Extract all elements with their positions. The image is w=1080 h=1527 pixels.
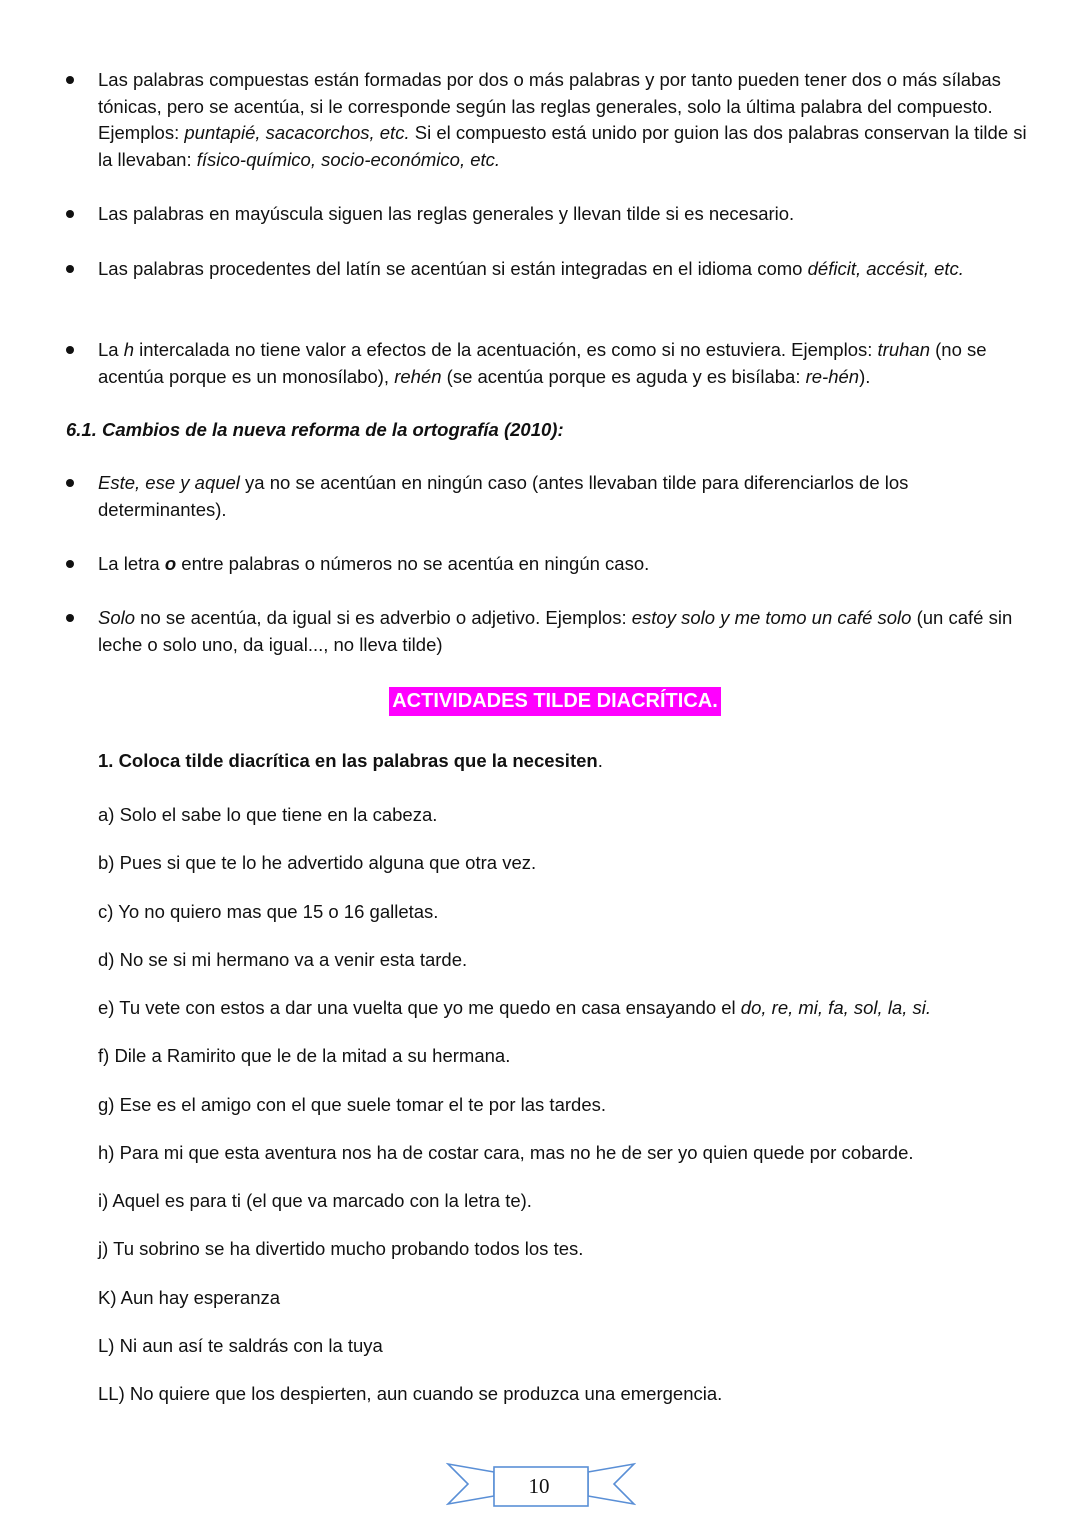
ribbon-left-tail	[448, 1464, 494, 1504]
bullet-demonstratives	[98, 470, 1028, 523]
activities-banner: ACTIVIDADES TILDE DIACRÍTICA.	[389, 687, 721, 716]
text-run: Este, ese y aquel	[98, 472, 240, 493]
exercise-j	[98, 1236, 583, 1262]
text-run: L) Ni aun así te saldrás con la tuya	[98, 1335, 383, 1356]
text-run: K) Aun hay esperanza	[98, 1287, 281, 1308]
text-run: Las palabras en mayúscula siguen las reglas generales y llevan tilde si es necesario.	[98, 203, 795, 224]
text-run: intercalada no tiene valor a efectos de la acentuación, es como si no estuviera. Ejemplos:	[134, 339, 878, 360]
text-run: d) No se si mi hermano va a venir esta tarde.	[98, 949, 468, 970]
exercise-a	[98, 802, 437, 828]
text-run: LL) No quiere que los despierten, aun cuando se produzca una emergencia.	[98, 1383, 723, 1404]
text-run: g) Ese es el amigo con el que suele tomar el te por las tardes.	[98, 1094, 606, 1115]
text-run: no se acentúa, da igual si es adverbio o adjetivo. Ejemplos:	[135, 607, 632, 628]
text-run: h	[123, 339, 135, 360]
exercise-f	[98, 1043, 510, 1069]
text-run: (un café sin leche o solo uno, da igual..., no lleva tilde)	[98, 607, 1013, 655]
text-run: déficit, accésit, etc.	[807, 258, 964, 279]
task-instruction-period: .	[597, 750, 603, 771]
bullet-solo	[98, 605, 1028, 658]
bullet-intercalated-h	[98, 337, 1028, 390]
bullet-uppercase-words	[98, 201, 1028, 228]
exercise-h	[98, 1140, 914, 1166]
text-run: Si el compuesto está unido por guion las dos palabras conservan la tilde si la llevaban:	[98, 122, 1027, 170]
task-instruction-text: 1. Coloca tilde diacrítica en las palabras que la necesiten	[98, 750, 598, 771]
text-run: c) Yo no quiero mas que 15 o 16 galletas.	[98, 901, 439, 922]
text-run: b) Pues si que te lo he advertido alguna que otra vez.	[98, 852, 537, 873]
text-run: re-hén	[805, 365, 860, 387]
text-run: La letra	[98, 553, 165, 574]
exercise-k	[98, 1285, 280, 1311]
exercise-e	[98, 995, 931, 1021]
page-number: 10	[528, 1474, 550, 1498]
bullet-compound-words	[98, 67, 1028, 173]
exercise-c	[98, 899, 438, 925]
text-run: La	[98, 339, 124, 360]
activities-banner-wrap	[0, 687, 1080, 716]
text-run: do, re, mi, fa, sol, la, si.	[740, 997, 931, 1018]
exercise-ll	[98, 1381, 722, 1407]
text-run: h) Para mi que esta aventura nos ha de costar cara, mas no he de ser yo quien quede por cobarde.	[98, 1142, 914, 1163]
text-run: ya no se acentúan en ningún caso (antes llevaban tilde para diferenciarlos de los determinantes).	[98, 472, 909, 520]
text-run: Las palabras compuestas están formadas por dos o más palabras y por tanto pueden tener dos o más sílabas tónicas, pero se acentúa, si le corresponde según las reglas generales, solo la última palabra del compuesto. Ejemplos:	[98, 69, 1001, 143]
text-run: estoy solo y me tomo un café solo	[631, 607, 912, 628]
text-run: (no se acentúa porque es un monosílabo),	[98, 339, 987, 387]
text-run: o	[164, 553, 177, 574]
bullet-latin-words	[98, 256, 1028, 283]
text-run: rehén	[394, 365, 442, 387]
text-run: Solo	[98, 607, 136, 628]
exercise-b	[98, 850, 536, 876]
exercise-g	[98, 1092, 606, 1118]
text-run: i) Aquel es para ti (el que va marcado con la letra te).	[98, 1190, 532, 1211]
text-run: f) Dile a Ramirito que le de la mitad a su hermana.	[98, 1045, 511, 1066]
text-run: entre palabras o números no se acentúa en ningún caso.	[176, 553, 650, 574]
text-run: puntapié, sacacorchos, etc.	[184, 122, 410, 143]
text-run: físico-químico, socio-económico, etc.	[196, 148, 501, 170]
ribbon-right-tail	[588, 1464, 634, 1504]
exercise-i	[98, 1188, 532, 1214]
text-run: a) Solo el sabe lo que tiene en la cabeza.	[98, 804, 438, 825]
exercise-l	[98, 1333, 383, 1359]
bullet-letter-o	[98, 551, 1028, 578]
text-run: j) Tu sobrino se ha divertido mucho probando todos los tes.	[98, 1238, 584, 1259]
text-run: e) Tu vete con estos a dar una vuelta que yo me quedo en casa ensayando el	[98, 997, 741, 1018]
exercise-d	[98, 947, 467, 973]
section-heading: 6.1. Cambios de la nueva reforma de la ortografía (2010):	[66, 419, 564, 440]
text-run: Las palabras procedentes del latín se acentúan si están integradas en el idioma como	[98, 258, 808, 279]
text-run: ).	[859, 365, 871, 387]
text-run: (se acentúa porque es aguda y es bisílaba:	[441, 365, 806, 387]
task-instruction	[98, 748, 603, 774]
text-run: truhan	[877, 339, 930, 360]
